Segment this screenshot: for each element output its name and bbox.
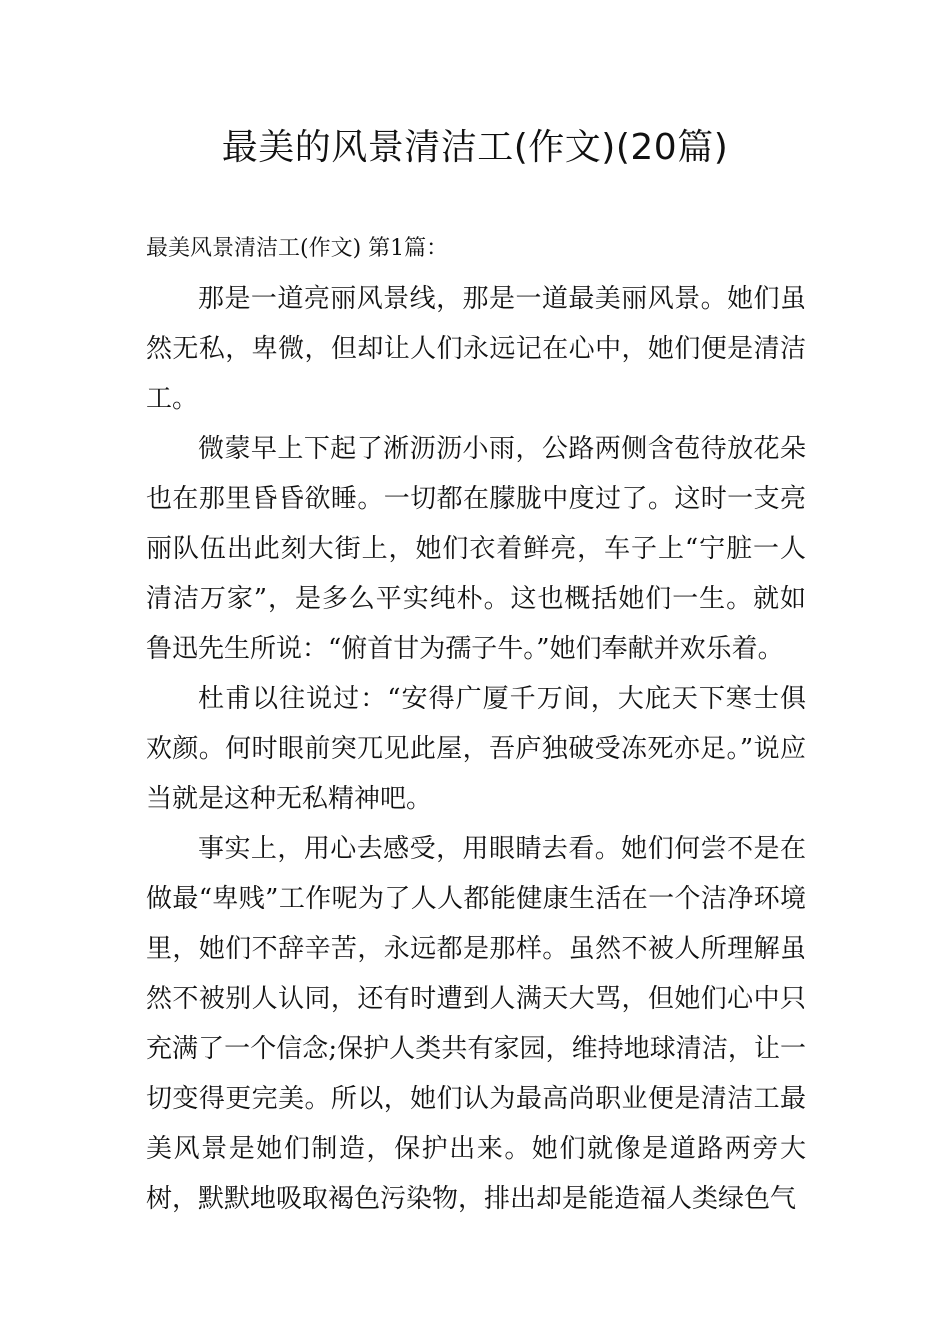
paragraph-2: 微蒙早上下起了淅沥沥小雨，公路两侧含苞待放花朵也在那里昏昏欲睡。一切都在朦胧中度过了。这时一支亮丽队伍出此刻大街上，她们衣着鲜亮，车子上“宁脏一人清洁万家”，是多么平实纯朴。这也概括她们一生。就如鲁迅先生所说：“俯首甘为孺子牛。”她们奉献并欢乐着。 xyxy=(146,434,806,664)
paragraph-4: 事实上，用心去感受，用眼睛去看。她们何尝不是在做最“卑贱”工作呢为了人人都能健康生活在一个洁净环境里，她们不辞辛苦，永远都是那样。虽然不被人所理解虽然不被别人认同，还有时遭到人满天大骂，但她们心中只充满了一个信念;保护人类共有家园，维持地球清洁，让一切变得更完美。所以，她们认为最高尚职业便是清洁工最美风景是她们制造，保护出来。她们就像是道路两旁大树，默默地吸取褐色污染物，排出却是能造福人类绿色气 xyxy=(146,834,806,1214)
document-title: 最美的风景清洁工(作文)(20篇) xyxy=(221,127,729,168)
document-body xyxy=(146,224,806,1224)
paragraph-3: 杜甫以往说过：“安得广厦千万间，大庇天下寒士俱欢颜。何时眼前突兀见此屋，吾庐独破受冻死亦足。”说应当就是这种无私精神吧。 xyxy=(146,684,806,814)
section-heading: 最美风景清洁工(作文) 第1篇： xyxy=(146,236,449,261)
paragraph-1: 那是一道亮丽风景线，那是一道最美丽风景。她们虽然无私，卑微，但却让人们永远记在心中，她们便是清洁工。 xyxy=(146,284,806,414)
